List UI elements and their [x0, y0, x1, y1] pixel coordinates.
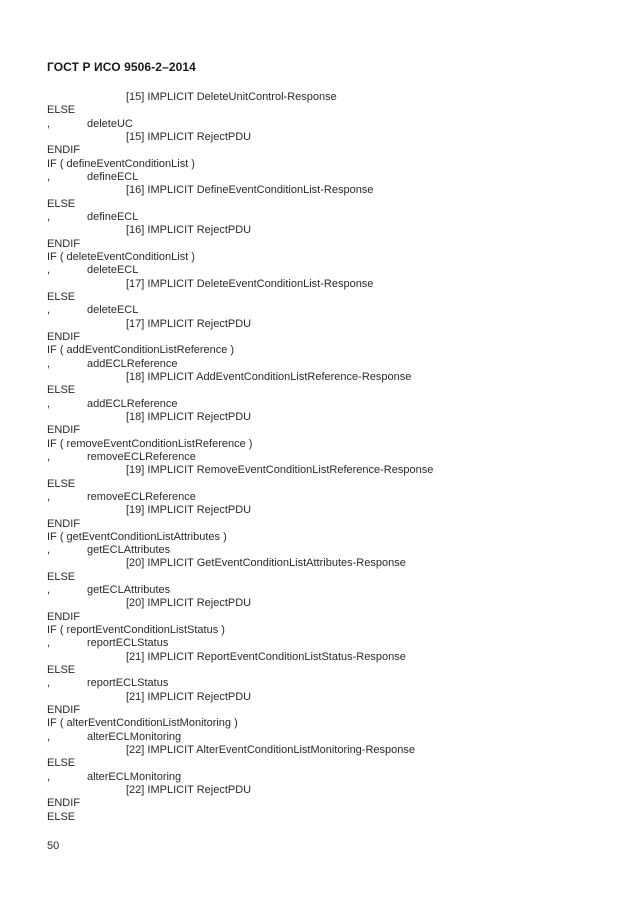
- code-line: [47, 278, 607, 291]
- code-line-text: ELSE: [47, 664, 76, 677]
- comma-separator: ,: [47, 357, 51, 370]
- comma-separator: ,: [47, 544, 51, 557]
- code-line: [47, 677, 607, 690]
- code-line-text: [22] IMPLICIT RejectPDU: [126, 784, 252, 797]
- comma-separator: ,: [47, 677, 51, 690]
- code-line-text: [17] IMPLICIT RejectPDU: [126, 317, 252, 330]
- comma-separator: ,: [47, 490, 51, 503]
- code-line: [47, 291, 607, 304]
- code-line: [47, 158, 607, 171]
- code-line: [47, 424, 607, 437]
- code-line-text: IF ( removeEventConditionListReference ): [47, 437, 253, 450]
- comma-separator: ,: [47, 304, 51, 317]
- comma-separator: ,: [47, 117, 51, 130]
- code-line: [47, 131, 607, 144]
- code-line: [47, 784, 607, 797]
- code-line: [47, 171, 607, 184]
- code-line: [47, 571, 607, 584]
- code-line-text: [18] IMPLICIT RejectPDU: [126, 410, 252, 423]
- code-line-text: ELSE: [47, 104, 76, 117]
- code-line-text: removeECLReference: [87, 450, 196, 463]
- code-line-text: ENDIF: [47, 424, 80, 437]
- code-line: [47, 518, 607, 531]
- code-line-text: getECLAttributes: [87, 544, 171, 557]
- document-header: ГОСТ Р ИСО 9506-2–2014: [47, 60, 196, 74]
- code-line-text: [15] IMPLICIT DeleteUnitControl-Response: [126, 91, 337, 103]
- code-line-text: ELSE: [47, 757, 76, 770]
- comma-separator: ,: [47, 170, 51, 183]
- comma-separator: ,: [47, 264, 51, 277]
- code-line-text: addECLReference: [87, 397, 178, 410]
- code-line-text: IF ( addEventConditionListReference ): [47, 344, 235, 357]
- code-line: [47, 451, 607, 464]
- code-line: [47, 224, 607, 237]
- code-line: [47, 318, 607, 331]
- code-line: [47, 544, 607, 557]
- code-line: [47, 797, 607, 810]
- code-line-text: [16] IMPLICIT DefineEventConditionList-Response: [126, 184, 374, 197]
- code-line-text: addECLReference: [87, 357, 178, 370]
- code-line: [47, 144, 607, 157]
- code-line-text: deleteECL: [87, 264, 139, 277]
- comma-separator: ,: [47, 450, 51, 463]
- asn1-code-block: [47, 91, 607, 824]
- code-line: [47, 304, 607, 317]
- code-line-text: ENDIF: [47, 330, 80, 343]
- code-line: [47, 624, 607, 637]
- code-line-text: ENDIF: [47, 144, 80, 157]
- code-line: [47, 771, 607, 784]
- code-line-text: ELSE: [47, 197, 76, 210]
- code-line: [47, 264, 607, 277]
- code-line: [47, 118, 607, 131]
- code-line-text: [19] IMPLICIT RejectPDU: [126, 504, 252, 517]
- code-line: [47, 238, 607, 251]
- code-line: [47, 557, 607, 570]
- code-line: [47, 344, 607, 357]
- comma-separator: ,: [47, 770, 51, 783]
- code-line-text: IF ( getEventConditionListAttributes ): [47, 530, 227, 543]
- code-line-text: [21] IMPLICIT RejectPDU: [126, 690, 252, 703]
- code-line-text: defineECL: [87, 210, 139, 223]
- code-line-text: getECLAttributes: [87, 584, 171, 597]
- code-line-text: ENDIF: [47, 517, 80, 530]
- code-line-text: [20] IMPLICIT GetEventConditionListAttributes-Response: [126, 557, 406, 570]
- code-line: [47, 384, 607, 397]
- code-line-text: defineECL: [87, 170, 139, 183]
- code-line-text: ELSE: [47, 384, 76, 397]
- comma-separator: ,: [47, 584, 51, 597]
- code-line-text: ENDIF: [47, 610, 80, 623]
- code-line-text: ENDIF: [47, 237, 80, 250]
- code-line-text: ELSE: [47, 290, 76, 303]
- code-line: [47, 531, 607, 544]
- code-line: [47, 371, 607, 384]
- code-line-text: IF ( defineEventConditionList ): [47, 157, 195, 170]
- code-line: [47, 398, 607, 411]
- code-line: [47, 438, 607, 451]
- code-line-text: [18] IMPLICIT AddEventConditionListReference-Response: [126, 370, 412, 383]
- code-line: [47, 717, 607, 730]
- code-line-text: deleteUC: [87, 117, 133, 130]
- code-line-text: ENDIF: [47, 797, 80, 810]
- code-line-text: IF ( reportEventConditionListStatus ): [47, 624, 225, 637]
- code-line: [47, 251, 607, 264]
- code-line: [47, 731, 607, 744]
- comma-separator: ,: [47, 637, 51, 650]
- code-line: [47, 464, 607, 477]
- code-line: [47, 757, 607, 770]
- code-line-text: [22] IMPLICIT AlterEventConditionListMonitoring-Response: [126, 744, 415, 757]
- code-line: [47, 358, 607, 371]
- code-line-text: [21] IMPLICIT ReportEventConditionListStatus-Response: [126, 650, 406, 663]
- code-line: [47, 184, 607, 197]
- code-line-text: ELSE: [47, 570, 76, 583]
- code-line: [47, 691, 607, 704]
- code-line-text: ELSE: [47, 810, 76, 823]
- comma-separator: ,: [47, 730, 51, 743]
- code-line-text: deleteECL: [87, 304, 139, 317]
- code-line: [47, 411, 607, 424]
- code-line: [47, 584, 607, 597]
- code-line-text: removeECLReference: [87, 490, 196, 503]
- code-line-text: [20] IMPLICIT RejectPDU: [126, 597, 252, 610]
- code-line: [47, 744, 607, 757]
- code-line-text: [15] IMPLICIT RejectPDU: [126, 130, 252, 143]
- code-line-text: ENDIF: [47, 704, 80, 717]
- code-line: [47, 637, 607, 650]
- code-line: [47, 198, 607, 211]
- code-line: [47, 211, 607, 224]
- code-line: [47, 597, 607, 610]
- code-line-text: IF ( deleteEventConditionList ): [47, 250, 195, 263]
- code-line: [47, 664, 607, 677]
- code-line-text: reportECLStatus: [87, 637, 169, 650]
- code-line-text: [16] IMPLICIT RejectPDU: [126, 224, 252, 237]
- code-line: [47, 491, 607, 504]
- code-line: [47, 104, 607, 117]
- comma-separator: ,: [47, 397, 51, 410]
- code-line: [47, 611, 607, 624]
- code-line-text: [19] IMPLICIT RemoveEventConditionListReference-Response: [126, 464, 434, 477]
- page-number: 50: [47, 840, 60, 852]
- code-line: [47, 704, 607, 717]
- code-line: [47, 504, 607, 517]
- code-line: [47, 478, 607, 491]
- code-line-text: ELSE: [47, 477, 76, 490]
- code-line-text: IF ( alterEventConditionListMonitoring ): [47, 717, 238, 730]
- code-line: [47, 91, 607, 104]
- code-line: [47, 651, 607, 664]
- code-line-text: reportECLStatus: [87, 677, 169, 690]
- comma-separator: ,: [47, 210, 51, 223]
- code-line-text: alterECLMonitoring: [87, 730, 182, 743]
- code-line: [47, 331, 607, 344]
- code-line-text: alterECLMonitoring: [87, 770, 182, 783]
- code-line: [47, 811, 607, 824]
- code-line-text: [17] IMPLICIT DeleteEventConditionList-Response: [126, 277, 374, 290]
